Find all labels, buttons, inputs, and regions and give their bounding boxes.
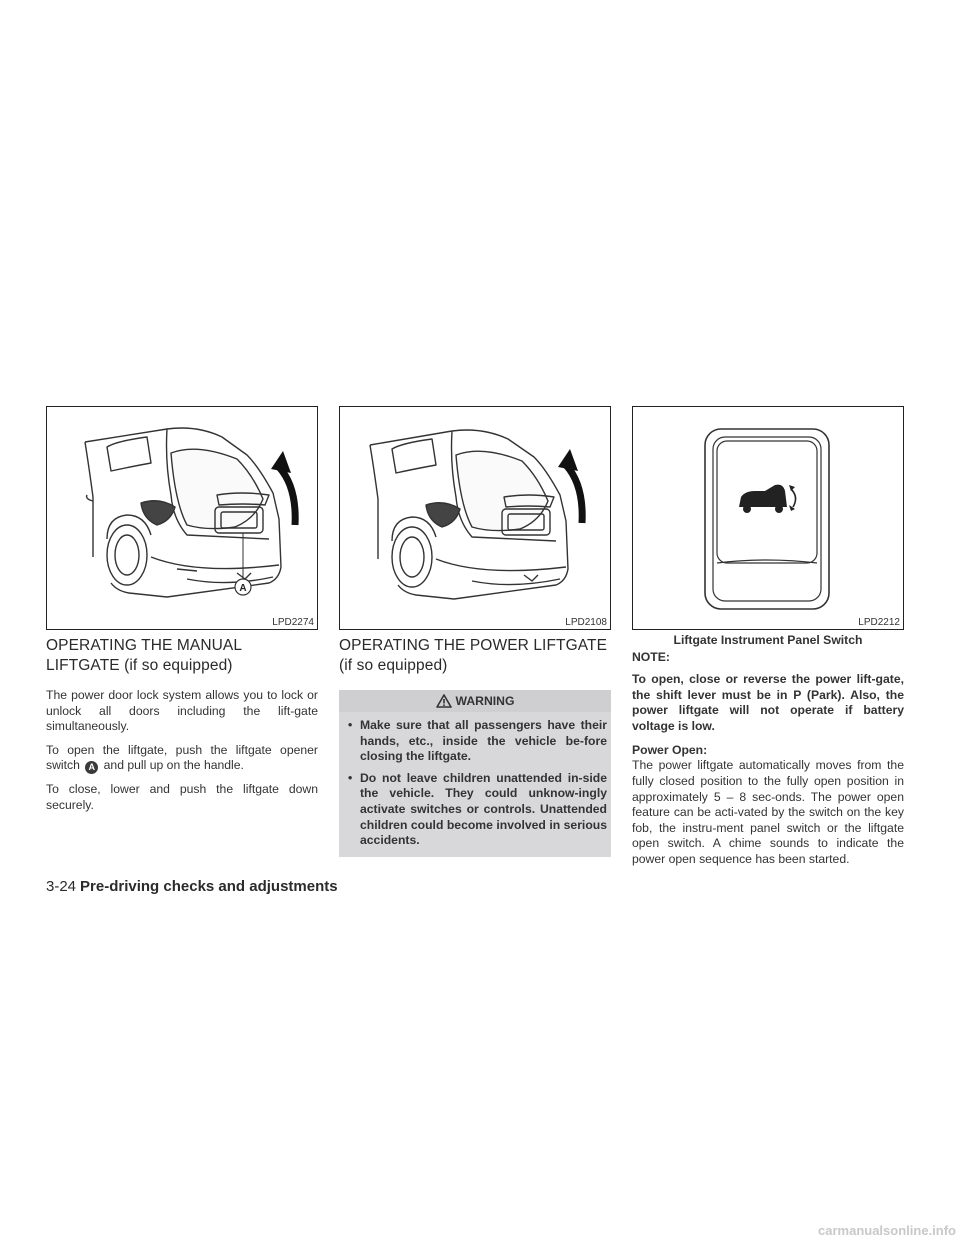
section-title-line1: OPERATING THE POWER LIFTGATE [339,637,608,654]
figure-power-liftgate [339,406,611,630]
column-manual-liftgate [46,634,318,814]
section-title-manual [46,636,318,676]
section-title-line2: (if so equipped) [339,657,448,674]
figure-caption: Liftgate Instrument Panel Switch [673,633,863,647]
note-label: NOTE: [632,650,670,664]
liftgate-switch-illustration [633,407,903,629]
paragraph-text: To open the liftgate, push the liftgate opener switch [46,742,318,773]
warning-item: • Do not leave children unattended in-side the vehicle. They could unknow-ingly activate switches or controls. Unattended children could become involved in serious accidents. [339,771,611,849]
paragraph-open-liftgate [46,743,318,775]
section-title-line2: LIFTGATE (if so equipped) [46,657,233,674]
column-power-liftgate [339,634,611,857]
warning-item: • Make sure that all passengers have their hands, etc., inside the vehicle be-fore closing the liftgate. [339,718,611,765]
power-open-text: The power liftgate automatically moves from the fully closed position to the fully open position in approximately 5 – 8 sec-onds. The power open feature can be acti-vated by the switch on the key fob, the instru-ment panel switch or the liftgate open switch. A chime sounds to indicate the power open sequence has been started. [632,758,904,866]
callout-a-badge: A [85,761,98,774]
paragraph-text: and pull up on the handle. [103,758,244,773]
figure-code: LPD2108 [565,617,607,628]
watermark: carmanualsonline.info [818,1223,956,1238]
paragraph-close-liftgate: To close, lower and push the liftgate down securely. [46,782,318,812]
power-open-heading: Power Open: [632,743,708,758]
figure-callout-a: A [239,583,247,594]
warning-icon [436,694,452,708]
column-note [632,634,904,868]
warning-label: WARNING [455,694,515,708]
page-footer [46,878,338,895]
warning-box [339,690,611,857]
vehicle-rear-illustration [340,407,610,629]
paragraph-lock-system: The power door lock system allows you to lock or unlock all doors including the lift-gate simultaneously. [46,688,318,734]
warning-header [339,690,611,712]
note-text: To open, close or reverse the power lift-gate, the shift lever must be in P (Park). Also, the power liftgate will not operate if battery voltage is low. [632,672,904,733]
figure-manual-liftgate [46,406,318,630]
section-title-line1: OPERATING THE MANUAL [46,637,243,654]
vehicle-rear-illustration [47,407,317,629]
page-number: 3-24 [46,878,77,895]
figure-code: LPD2212 [858,617,900,628]
figure-liftgate-switch [632,406,904,630]
chapter-title: Pre-driving checks and adjustments [80,878,338,895]
section-title-power [339,636,611,676]
figure-code: LPD2274 [272,617,314,628]
